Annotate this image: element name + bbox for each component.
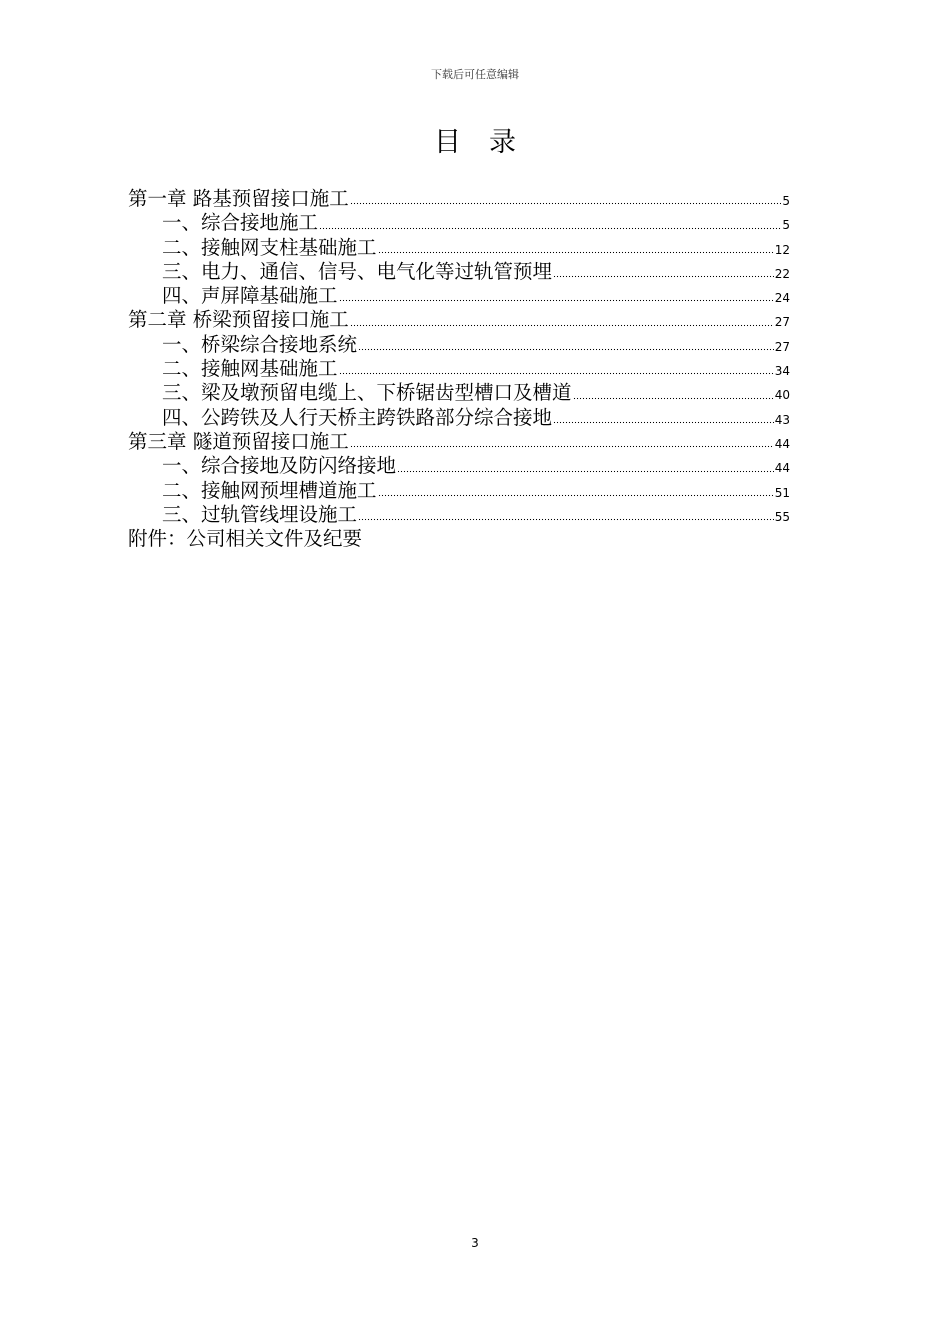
toc-entry-label: 一、桥梁综合接地系统	[162, 332, 358, 356]
toc-entry-label: 四、公跨铁及人行天桥主跨铁路部分综合接地	[162, 405, 553, 429]
toc-dot-leader	[350, 321, 774, 327]
toc-entry[interactable]	[128, 333, 790, 357]
toc-entry[interactable]	[128, 284, 790, 308]
toc-entry-label: 二、接触网支柱基础施工	[162, 235, 377, 259]
toc-entry-page: 40	[774, 388, 790, 403]
toc-entry[interactable]	[128, 260, 790, 284]
table-of-contents	[128, 187, 790, 551]
toc-entry-label: 三、梁及墩预留电缆上、下桥锯齿型槽口及槽道	[162, 381, 572, 405]
toc-entry-label: 二、接触网基础施工	[162, 357, 338, 381]
toc-entry[interactable]	[128, 527, 790, 551]
toc-entry-label: 三、电力、通信、信号、电气化等过轨管预埋	[162, 259, 553, 283]
toc-entry-label: 附件：公司相关文件及纪要	[128, 527, 363, 551]
toc-entry-page: 44	[774, 436, 790, 451]
toc-dot-leader	[319, 224, 781, 230]
toc-entry-page: 5	[782, 194, 790, 208]
toc-entry-page: 27	[774, 315, 790, 330]
page-number: 3	[471, 1236, 479, 1250]
toc-entry[interactable]	[128, 406, 790, 430]
toc-entry-page: 55	[774, 509, 790, 524]
toc-entry-page: 34	[774, 364, 790, 379]
toc-entry[interactable]	[128, 308, 790, 332]
toc-entry[interactable]	[128, 187, 790, 211]
toc-dot-leader	[553, 272, 774, 278]
toc-dot-leader	[378, 491, 774, 497]
toc-entry-label: 一、综合接地及防闪络接地	[162, 454, 397, 478]
toc-dot-leader	[553, 418, 774, 424]
toc-dot-leader	[339, 296, 774, 302]
toc-entry[interactable]	[128, 381, 790, 405]
toc-dot-leader	[350, 442, 774, 448]
toc-entry[interactable]	[128, 430, 790, 454]
toc-entry-label: 四、声屏障基础施工	[162, 284, 338, 308]
toc-entry-label: 第一章 路基预留接口施工	[128, 187, 349, 210]
toc-entry[interactable]	[128, 454, 790, 478]
toc-entry-label: 二、接触网预埋槽道施工	[162, 478, 377, 502]
toc-dot-leader	[397, 467, 774, 473]
toc-entry[interactable]	[128, 236, 790, 260]
toc-entry-label: 一、综合接地施工	[162, 211, 319, 235]
toc-dot-leader	[573, 394, 774, 400]
toc-entry-label: 三、过轨管线埋设施工	[162, 502, 358, 526]
page-header: 下载后可任意编辑	[431, 68, 519, 81]
toc-entry-page: 22	[774, 266, 790, 281]
toc-entry[interactable]	[128, 503, 790, 527]
toc-entry-page: 44	[774, 461, 790, 476]
toc-entry-page: 24	[774, 291, 790, 306]
toc-entry-page: 12	[774, 242, 790, 257]
toc-entry-label: 第三章 隧道预留接口施工	[128, 429, 349, 453]
toc-dot-leader	[358, 515, 774, 521]
toc-dot-leader	[378, 248, 774, 254]
toc-entry-label: 第二章 桥梁预留接口施工	[128, 308, 349, 332]
toc-dot-leader	[350, 199, 782, 205]
toc-dot-leader	[339, 369, 774, 375]
toc-entry-page: 27	[774, 339, 790, 354]
toc-entry[interactable]	[128, 357, 790, 381]
toc-entry-page: 51	[774, 485, 790, 500]
page-title: 目录	[434, 127, 544, 158]
toc-entry-page: 43	[774, 412, 790, 427]
toc-entry[interactable]	[128, 479, 790, 503]
toc-entry-page: 5	[782, 218, 790, 233]
toc-dot-leader	[358, 345, 774, 351]
toc-entry[interactable]	[128, 211, 790, 235]
